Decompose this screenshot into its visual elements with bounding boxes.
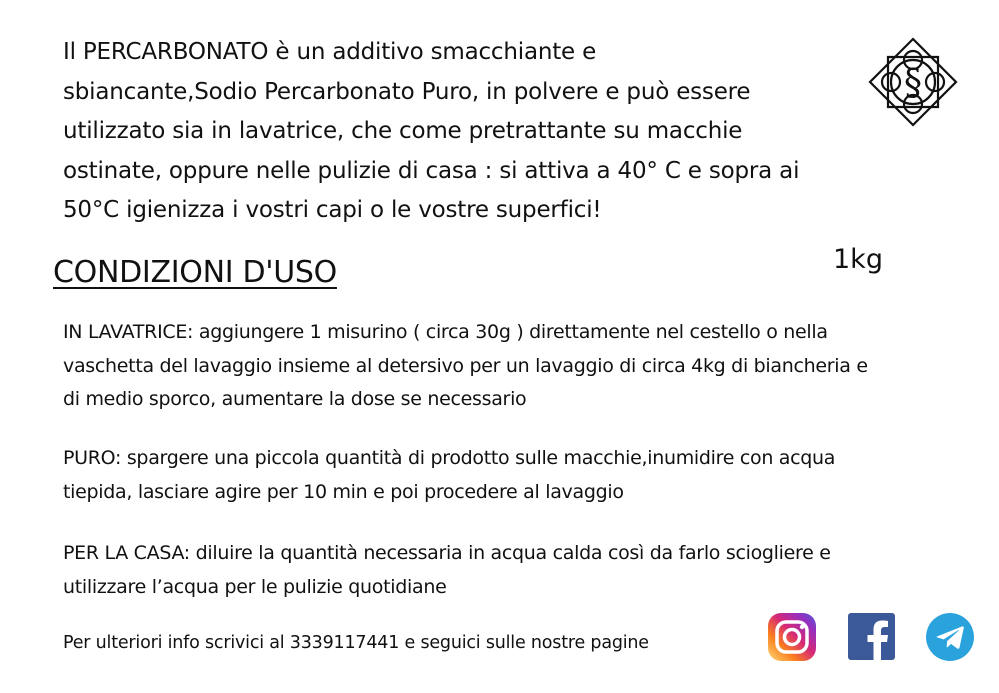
product-weight: 1kg <box>833 244 883 275</box>
intro-line: Il PERCARBONATO è un additivo smacchiante e <box>63 39 597 65</box>
pure-use-instructions <box>63 442 835 509</box>
intro-line: utilizzato sia in lavatrice, che come pretrattante su macchie <box>63 118 743 144</box>
instruction-line: tiepida, lasciare agire per 10 min e poi procedere al lavaggio <box>63 480 624 503</box>
instruction-line: PURO: spargere una piccola quantità di prodotto sulle macchie,inumidire con acqua <box>63 447 836 469</box>
instruction-line: di medio sporco, aumentare la dose se necessario <box>63 388 527 410</box>
instagram-icon[interactable] <box>767 612 817 662</box>
intro-text <box>63 33 893 231</box>
section-sign-logo-icon <box>868 37 958 127</box>
instruction-line: utilizzare l’acqua per le pulizie quotidiane <box>63 575 447 598</box>
intro-line: sbiancante,Sodio Percarbonato Puro, in polvere e può essere <box>63 78 751 105</box>
intro-line: 50°C igienizza i vostri capi o le vostre superfici! <box>63 197 602 223</box>
facebook-icon[interactable] <box>847 612 897 662</box>
usage-conditions-heading: CONDIZIONI D'USO <box>53 255 337 290</box>
contact-footer: Per ulteriori info scrivici al 3339117441 e seguici sulle nostre pagine <box>63 633 649 653</box>
telegram-icon[interactable] <box>926 612 976 662</box>
intro-line: ostinate, oppure nelle pulizie di casa : si attiva a 40° C e sopra ai <box>63 157 800 184</box>
instruction-line: PER LA CASA: diluire la quantità necessaria in acqua calda così da farlo sciogliere e <box>63 542 831 564</box>
instruction-line: IN LAVATRICE: aggiungere 1 misurino ( circa 30g ) direttamente nel cestello o nella <box>63 321 828 343</box>
washing-machine-instructions <box>63 316 868 417</box>
svg-text:§: § <box>904 63 922 104</box>
home-use-instructions <box>63 537 831 604</box>
instruction-line: vaschetta del lavaggio insieme al detersivo per un lavaggio di circa 4kg di biancheria e <box>63 354 868 377</box>
